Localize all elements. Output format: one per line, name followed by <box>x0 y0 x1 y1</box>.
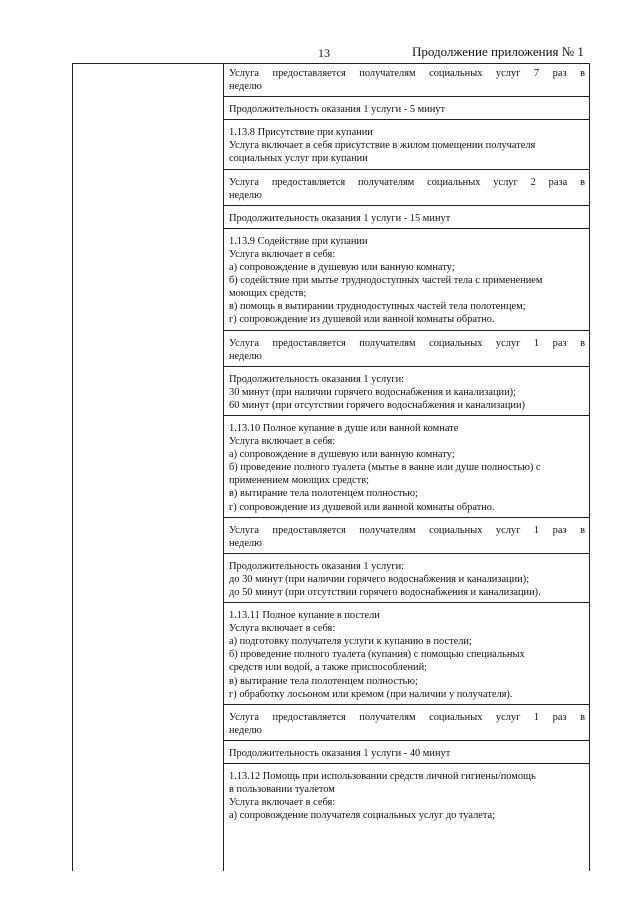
page-number: 13 <box>318 46 330 60</box>
cell-text-line: в) помощь в вытирании труднодоступных частей тела полотенцем; <box>229 301 526 313</box>
table-cell <box>224 334 589 367</box>
table-cell <box>224 123 589 169</box>
services-table <box>72 63 590 871</box>
cell-text-line: а) подготовку получателя услуги к купанию в постели; <box>229 636 472 648</box>
table-cell <box>224 232 589 331</box>
cell-text-line: неделю <box>229 724 262 736</box>
table-cell <box>224 370 589 416</box>
cell-text-line: Услуга включает в себя: <box>229 623 336 635</box>
cell-text-line: Услуга предоставляется получателям социальных услуг 1 раз в <box>229 524 585 536</box>
cell-text-line: Услуга включает в себя присутствие в жилом помещении получателя <box>229 140 536 152</box>
cell-text-line: а) сопровождение в душевую или ванную комнату; <box>229 262 455 274</box>
table-cell <box>224 606 589 705</box>
cell-text-line: 1.13.12 Помощь при использовании средств личной гигиены/помощь <box>229 771 536 783</box>
cell-text-line: средств или водой, а также приспособлений; <box>229 662 428 674</box>
cell-text-line: Услуга предоставляется получателям социальных услуг 7 раз в <box>229 68 585 79</box>
cell-text-line: б) проведение полного туалета (купания) с помощью специальных <box>229 649 525 661</box>
table-cell <box>224 64 589 97</box>
cell-text-line: социальных услуг при купании <box>229 153 368 165</box>
cell-text-line: г) сопровождение из душевой или ванной комнаты обратно. <box>229 314 495 326</box>
cell-text-line: до 30 минут (при наличии горячего водоснабжения и канализации); <box>229 573 530 585</box>
cell-text-line: Услуга предоставляется получателям социальных услуг 2 раза в <box>229 176 585 188</box>
table-cell <box>224 744 589 764</box>
cell-text-line: неделю <box>229 189 262 201</box>
cell-text-line: Продолжительность оказания 1 услуги: <box>229 560 405 572</box>
cell-text-line: Услуга включает в себя: <box>229 797 336 809</box>
cell-text-line: до 50 минут (при отсутствии горячего водоснабжения и канализации). <box>229 587 541 598</box>
cell-text-line: 1.13.10 Полное купание в душе или ванной комнате <box>229 422 459 434</box>
table-cell <box>224 419 589 518</box>
cell-text-line: в) вытирание тела полотенцем полностью; <box>229 488 418 500</box>
cell-text-line: а) сопровождение в душевую или ванную комнату; <box>229 449 455 461</box>
cell-text-line: Продолжительность оказания 1 услуги - 40 минут <box>229 747 451 759</box>
cell-text-line: Услуга включает в себя: <box>229 436 336 448</box>
table-cell <box>224 767 589 825</box>
table-cell <box>224 100 589 120</box>
cell-text-line: Продолжительность оказания 1 услуги - 5 минут <box>229 104 446 116</box>
cell-text-line: применением моющих средств; <box>229 475 369 487</box>
table-cell <box>224 209 589 229</box>
cell-text-line: б) содействие при мытье труднодоступных частей тела с применением <box>229 275 543 287</box>
cell-text-line: 1.13.9 Содействие при купании <box>229 235 368 247</box>
cell-text-line: 60 минут (при отсутствии горячего водоснабжения и канализации) <box>229 399 526 411</box>
cell-text-line: в пользовании туалетом <box>229 784 335 796</box>
table-right-column <box>224 64 589 828</box>
cell-text-line: Услуга предоставляется получателям социальных услуг 1 раз в <box>229 337 585 349</box>
cell-text-line: г) сопровождение из душевой или ванной комнаты обратно. <box>229 501 495 513</box>
continuation-caption: Продолжение приложения № 1 <box>412 44 584 59</box>
cell-text-line: 1.13.11 Полное купание в постели <box>229 610 380 622</box>
table-cell <box>224 521 589 554</box>
cell-text-line: г) обработку лосьоном или кремом (при наличии у получателя). <box>229 688 513 700</box>
cell-text-line: в) вытирание тела полотенцем полностью; <box>229 675 418 687</box>
cell-text-line: неделю <box>229 350 262 362</box>
cell-text-line: неделю <box>229 537 262 549</box>
cell-text-line: неделю <box>229 81 262 93</box>
cell-text-line: Услуга включает в себя: <box>229 248 336 260</box>
cell-text-line: моющих средств; <box>229 288 307 300</box>
table-cell <box>224 557 589 603</box>
cell-text-line: Услуга предоставляется получателям социальных услуг 1 раз в <box>229 711 585 723</box>
cell-text-line: 1.13.8 Присутствие при купании <box>229 127 373 139</box>
cell-text-line: Продолжительность оказания 1 услуги: <box>229 373 405 385</box>
table-cell <box>224 708 589 741</box>
table-cell <box>224 173 589 206</box>
cell-text-line: а) сопровождение получателя социальных услуг до туалета; <box>229 810 496 822</box>
cell-text-line: Продолжительность оказания 1 услуги - 15 минут <box>229 212 451 224</box>
cell-text-line: б) проведение полного туалета (мытье в ванне или душе полностью) с <box>229 462 541 474</box>
table-left-column <box>73 64 224 871</box>
cell-text-line: 30 минут (при наличии горячего водоснабжения и канализации); <box>229 386 517 398</box>
